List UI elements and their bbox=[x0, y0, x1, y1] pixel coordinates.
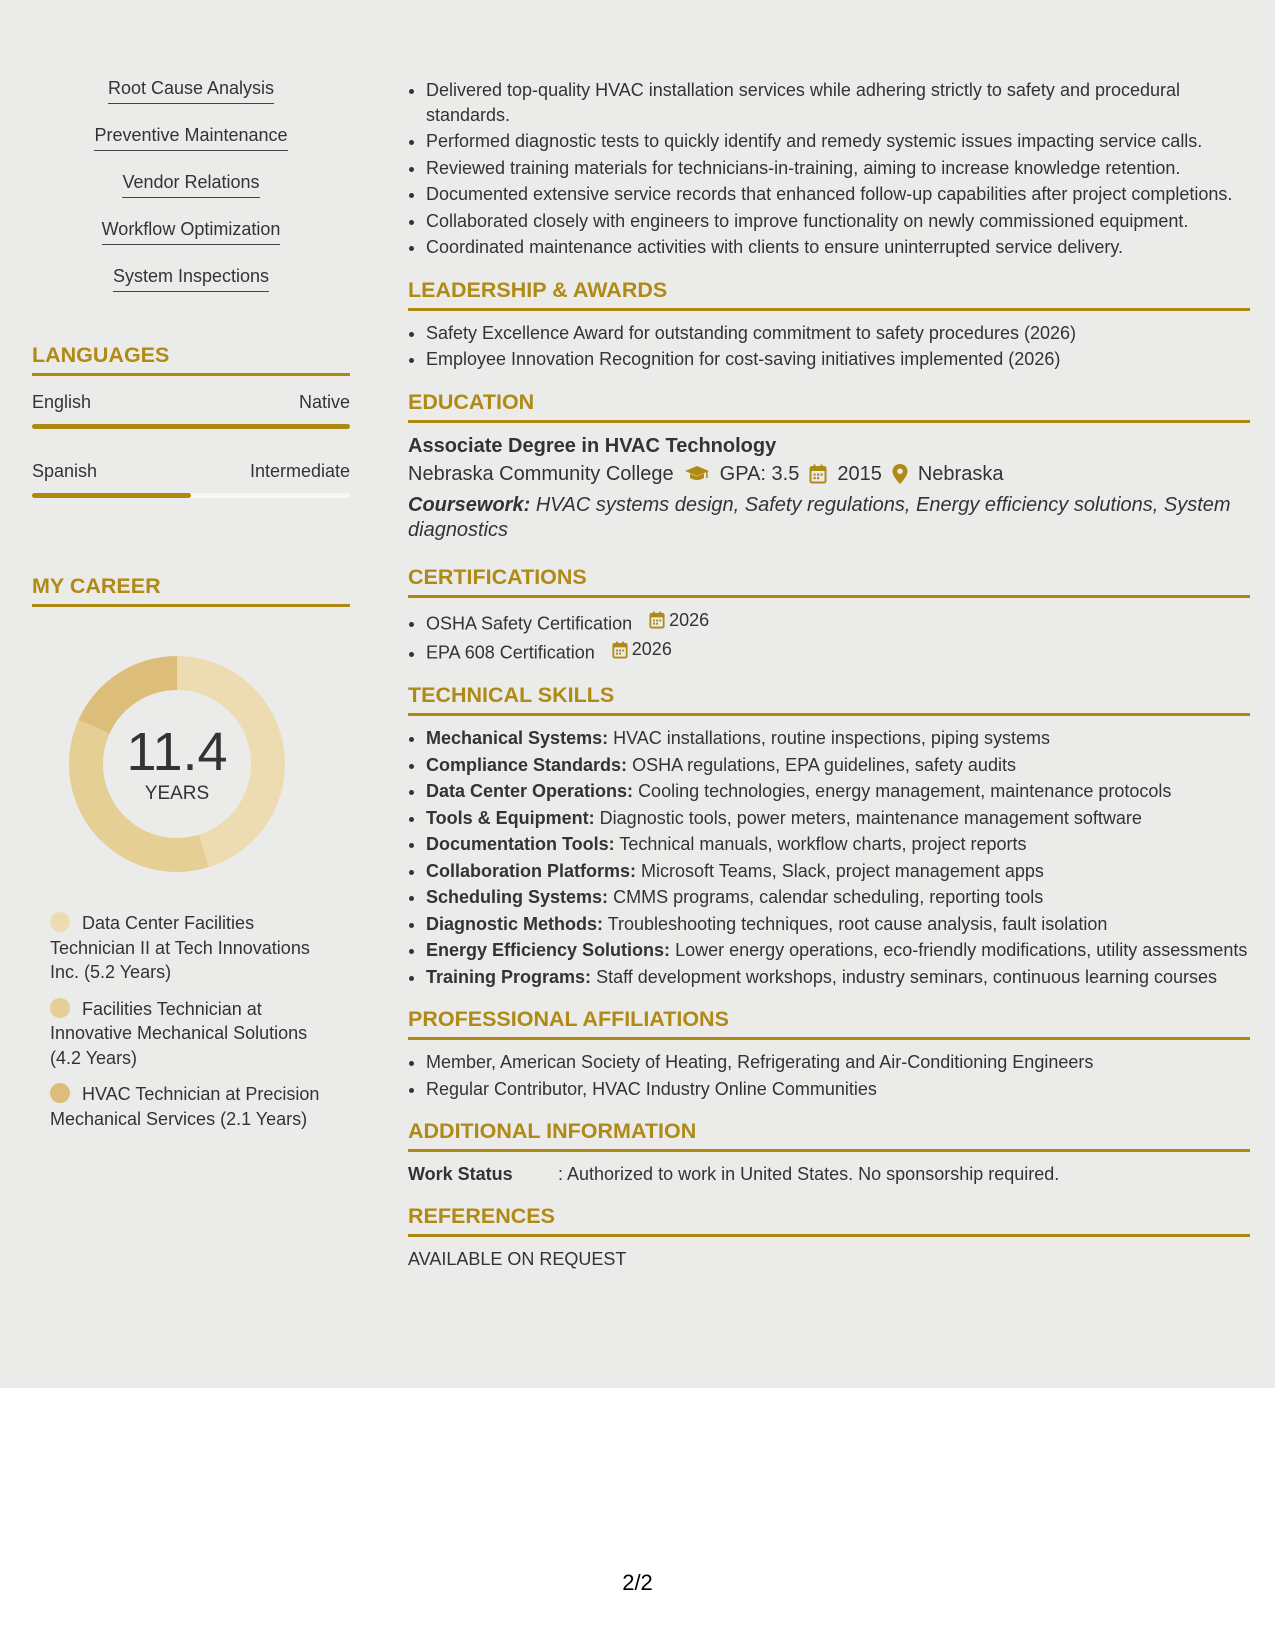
award-item: • Employee Innovation Recognition for cost-saving initiatives implemented (2026) bbox=[426, 347, 1250, 372]
technical-skill-item: • Collaboration Platforms: Microsoft Teams, Slack, project management apps bbox=[426, 859, 1250, 884]
gpa: GPA: 3.5 bbox=[719, 462, 800, 485]
technical-skill-item: • Diagnostic Methods: Troubleshooting techniques, root cause analysis, fault isolation bbox=[426, 912, 1250, 937]
languages-section bbox=[32, 341, 350, 498]
technical-skill-item: • Tools & Equipment: Diagnostic tools, power meters, maintenance management software bbox=[426, 806, 1250, 831]
certification-item bbox=[426, 637, 1250, 665]
technical-skill-item: • Mechanical Systems: HVAC installations, routine inspections, piping systems bbox=[426, 726, 1250, 751]
career-donut-chart bbox=[62, 649, 292, 879]
certification-year: 2026 bbox=[669, 609, 710, 630]
skill-tags bbox=[32, 76, 350, 311]
career-years-unit: YEARS bbox=[144, 783, 210, 804]
work-status-value: : Authorized to work in United States. No sponsorship required. bbox=[558, 1164, 1060, 1184]
technical-skill-item: • Energy Efficiency Solutions: Lower energy operations, eco-friendly modifications, utility assessments bbox=[426, 938, 1250, 963]
experience-bullet: • Delivered top-quality HVAC installation services while adhering strictly to safety and procedural standards. bbox=[426, 78, 1250, 127]
references-heading: REFERENCES bbox=[408, 1202, 1250, 1237]
education-entry bbox=[408, 433, 1250, 543]
skill-tag: Workflow Optimization bbox=[102, 217, 281, 245]
experience-bullet: • Documented extensive service records that enhanced follow-up capabilities after project completions. bbox=[426, 182, 1250, 207]
experience-bullet: • Performed diagnostic tests to quickly identify and remedy systemic issues impacting service calls. bbox=[426, 129, 1250, 154]
certification-name: EPA 608 Certification bbox=[426, 642, 595, 663]
career-legend-label: Facilities Technician at Innovative Mechanical Solutions (4.2 Years) bbox=[50, 998, 308, 1068]
technical-skill-item: • Documentation Tools: Technical manuals, workflow charts, project reports bbox=[426, 832, 1250, 857]
skill-tag: Preventive Maintenance bbox=[94, 123, 287, 151]
award-item: • Safety Excellence Award for outstanding commitment to safety procedures (2026) bbox=[426, 321, 1250, 346]
language-name: Spanish bbox=[32, 461, 98, 481]
career-heading: MY CAREER bbox=[32, 572, 350, 607]
coursework bbox=[408, 493, 1250, 543]
technical-skill-item: • Training Programs: Staff development workshops, industry seminars, continuous learning courses bbox=[426, 965, 1250, 990]
technical-skills-heading: TECHNICAL SKILLS bbox=[408, 681, 1250, 716]
certifications-list bbox=[408, 608, 1250, 666]
skill-tag: Vendor Relations bbox=[122, 170, 259, 198]
language-row-english bbox=[32, 390, 350, 414]
calendar-icon bbox=[649, 611, 665, 629]
school-location: Nebraska bbox=[917, 462, 1004, 485]
work-status-row bbox=[408, 1162, 1250, 1186]
affiliation-item: • Member, American Society of Heating, Refrigerating and Air-Conditioning Engineers bbox=[426, 1050, 1250, 1075]
experience-bullets bbox=[408, 78, 1250, 260]
leadership-heading: LEADERSHIP & AWARDS bbox=[408, 276, 1250, 311]
language-bar bbox=[32, 493, 350, 498]
location-pin-icon bbox=[892, 464, 908, 484]
career-legend-item bbox=[50, 997, 340, 1071]
skill-tag: System Inspections bbox=[113, 264, 269, 292]
additional-info-heading: ADDITIONAL INFORMATION bbox=[408, 1117, 1250, 1152]
coursework-text: HVAC systems design, Safety regulations, Energy efficiency solutions, System diagnostics bbox=[408, 493, 1231, 541]
certification-item bbox=[426, 608, 1250, 636]
affiliation-item: • Regular Contributor, HVAC Industry Online Communities bbox=[426, 1077, 1250, 1102]
education-heading: EDUCATION bbox=[408, 388, 1250, 423]
affiliations-list bbox=[408, 1050, 1250, 1101]
legend-dot bbox=[50, 998, 70, 1018]
technical-skill-item: • Data Center Operations: Cooling technologies, energy management, maintenance protocols bbox=[426, 779, 1250, 804]
graduation-year: 2015 bbox=[837, 462, 882, 485]
graduation-cap-icon bbox=[684, 465, 710, 483]
career-legend-label: Data Center Facilities Technician II at Tech Innovations Inc. (5.2 Years) bbox=[50, 913, 310, 982]
experience-bullet: • Reviewed training materials for technicians-in-training, aiming to increase knowledge retention. bbox=[426, 156, 1250, 181]
career-legend bbox=[32, 911, 350, 1131]
legend-dot bbox=[50, 912, 70, 932]
career-legend-item bbox=[50, 911, 340, 985]
technical-skills-list bbox=[408, 726, 1250, 989]
school-name: Nebraska Community College bbox=[408, 462, 674, 485]
career-total-years: 11.4 bbox=[126, 722, 228, 782]
degree-title: Associate Degree in HVAC Technology bbox=[408, 434, 777, 457]
experience-bullet: • Collaborated closely with engineers to improve functionality on newly commissioned equipment. bbox=[426, 209, 1250, 234]
certification-year: 2026 bbox=[631, 639, 672, 660]
language-name: English bbox=[32, 392, 92, 412]
technical-skill-item: • Compliance Standards: OSHA regulations, EPA guidelines, safety audits bbox=[426, 753, 1250, 778]
language-bar-fill bbox=[32, 493, 191, 498]
language-level: Intermediate bbox=[249, 461, 350, 481]
calendar-icon bbox=[809, 464, 827, 484]
skill-tag: Root Cause Analysis bbox=[108, 76, 274, 104]
right-column bbox=[408, 78, 1250, 1271]
calendar-icon bbox=[612, 641, 628, 659]
certifications-heading: CERTIFICATIONS bbox=[408, 563, 1250, 598]
career-legend-label: HVAC Technician at Precision Mechanical Services (2.1 Years) bbox=[50, 1084, 320, 1129]
affiliations-heading: PROFESSIONAL AFFILIATIONS bbox=[408, 1005, 1250, 1040]
references-text: AVAILABLE ON REQUEST bbox=[408, 1249, 627, 1269]
left-column bbox=[32, 76, 350, 1143]
legend-dot bbox=[50, 1083, 70, 1103]
leadership-list bbox=[408, 321, 1250, 372]
page-number: 2/2 bbox=[622, 1570, 653, 1595]
language-level: Native bbox=[298, 392, 350, 412]
language-bar-fill bbox=[32, 424, 350, 429]
experience-bullet: • Coordinated maintenance activities with clients to ensure uninterrupted service delivery. bbox=[426, 235, 1250, 260]
language-bar bbox=[32, 424, 350, 429]
career-section bbox=[32, 572, 350, 1131]
languages-heading: LANGUAGES bbox=[32, 341, 350, 376]
language-row-spanish bbox=[32, 459, 350, 483]
coursework-label: Coursework: bbox=[408, 493, 531, 516]
career-legend-item bbox=[50, 1082, 340, 1131]
technical-skill-item: • Scheduling Systems: CMMS programs, calendar scheduling, reporting tools bbox=[426, 885, 1250, 910]
certification-name: OSHA Safety Certification bbox=[426, 612, 633, 633]
work-status-label: Work Status bbox=[408, 1164, 513, 1184]
